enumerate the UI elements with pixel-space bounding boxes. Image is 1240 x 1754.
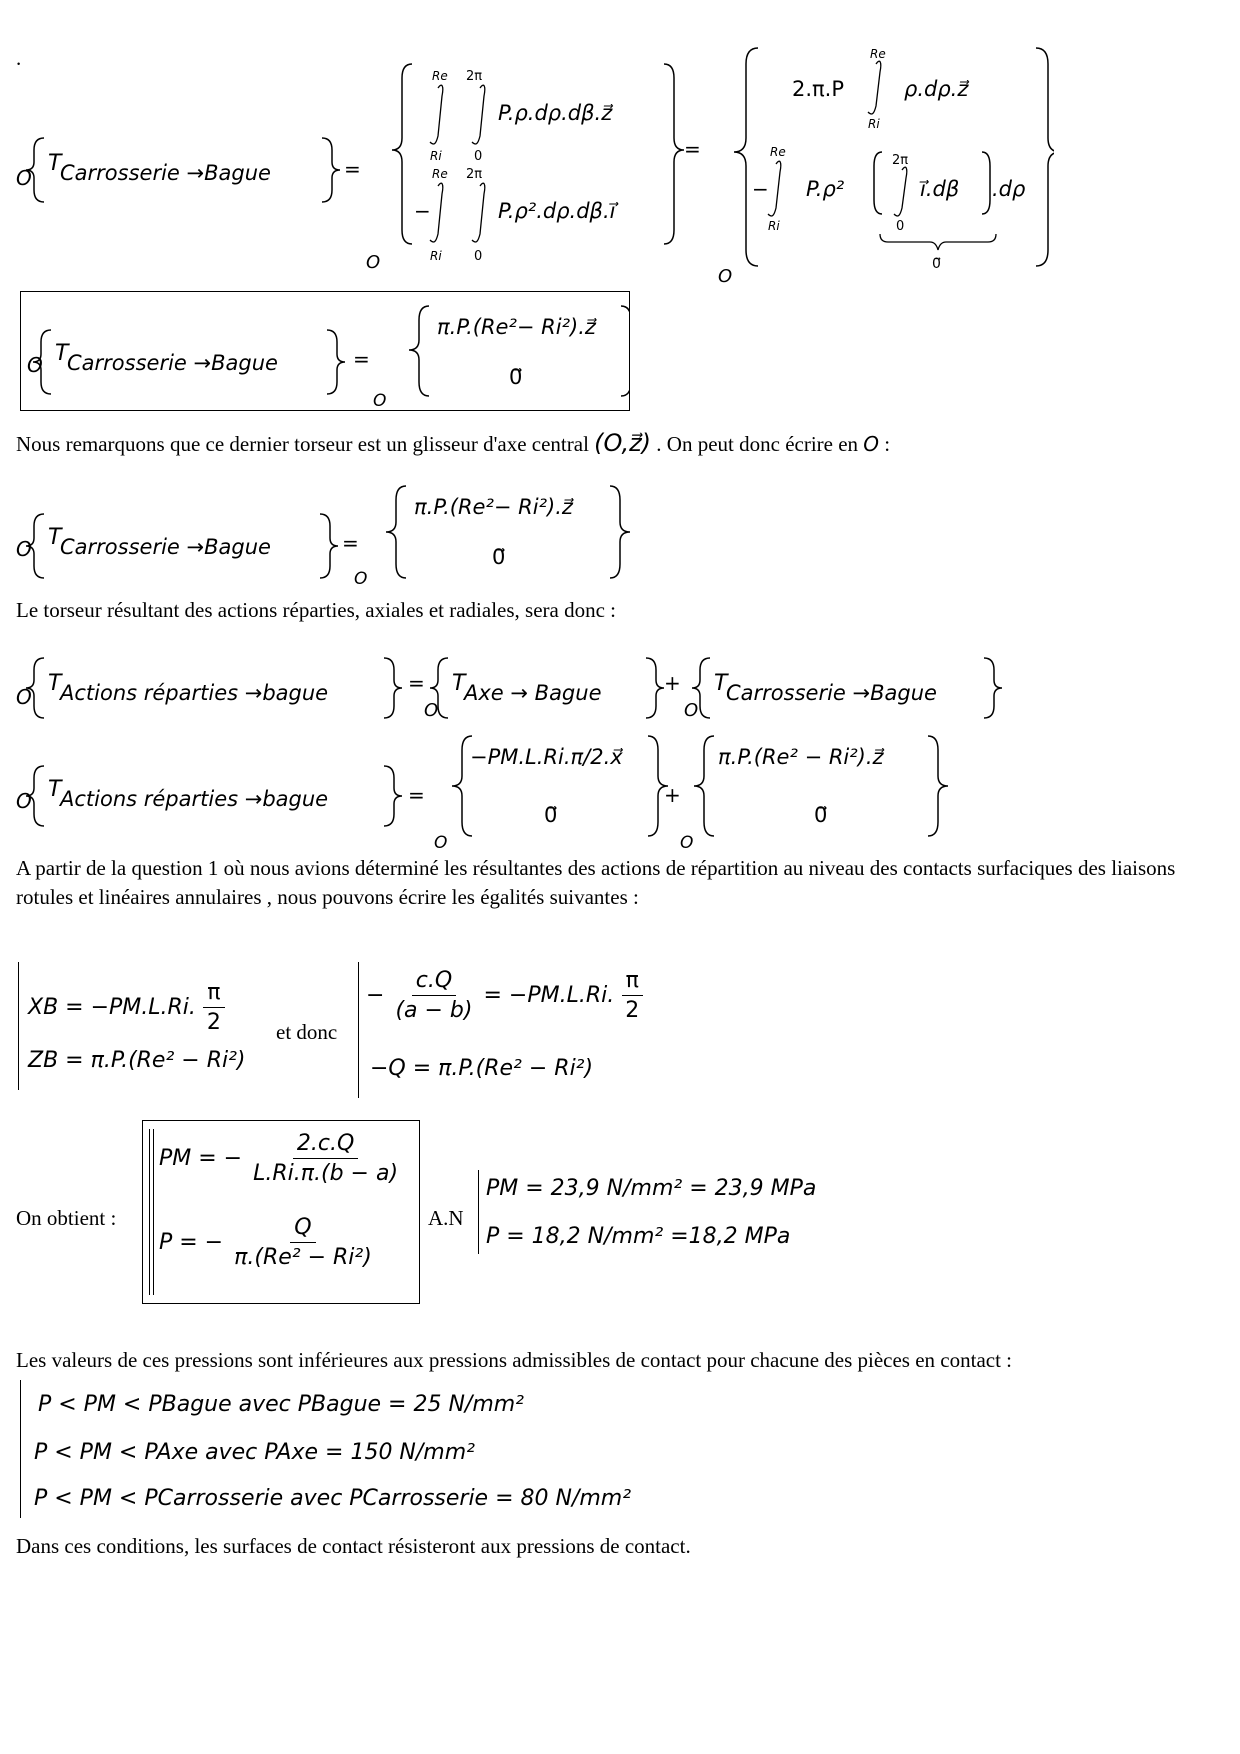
boxed-torsor-svg xyxy=(21,292,629,410)
right-block-left-brace-icon xyxy=(734,48,758,266)
int-upper-2pi: 2π xyxy=(466,69,483,84)
integral-icon xyxy=(768,161,781,216)
integral-icon xyxy=(472,85,485,144)
underbrace-zero: 0⃗ xyxy=(932,256,941,272)
an-p-value: P = 18,2 N/mm² =18,2 MPa xyxy=(486,1224,791,1249)
pm-den: L.Ri.π.(b − a) xyxy=(253,1161,399,1186)
equals-sign: = xyxy=(344,157,361,181)
cq-equation xyxy=(366,968,643,1024)
left-brace-icon xyxy=(26,138,44,202)
torsor-subscript: Carrosserie →Bague xyxy=(60,161,271,185)
left-brace-icon xyxy=(26,514,44,578)
torsor-symbol: T xyxy=(55,341,69,366)
right-brace-icon xyxy=(322,138,340,202)
p-formula xyxy=(159,1215,376,1271)
term2-row1: π.P.(Re² − Ri²).z⃗ xyxy=(718,745,884,769)
paren-right-icon xyxy=(982,152,990,214)
right-row2-minus: − xyxy=(752,177,769,201)
on-obtient-label: On obtient : xyxy=(16,1206,117,1230)
origin-label: O xyxy=(718,266,733,287)
system2-left-bar xyxy=(358,962,359,1098)
mid-right-brace-icon xyxy=(664,64,684,244)
ineq-bague: P < PM < PBague avec PBague = 25 N/mm² xyxy=(38,1392,524,1417)
xb-rhs: = −PM.L.Ri. xyxy=(65,995,196,1020)
ineq-axe: P < PM < PAxe avec PAxe = 150 N/mm² xyxy=(34,1440,475,1465)
right-block-right-brace-icon xyxy=(1036,48,1054,266)
torsor-subscript: Actions réparties →bague xyxy=(60,787,329,811)
origin-label: O xyxy=(680,833,694,850)
frac-num: π xyxy=(622,968,643,996)
cq-minus: − xyxy=(366,983,385,1008)
paren-left-icon xyxy=(874,152,882,214)
torsor-subscript: Carrosserie →Bague xyxy=(60,535,271,559)
paragraph-pressions: Les valeurs de ces pressions sont inférieures aux pressions admissibles de contact pour chacune des pièces en contact : xyxy=(16,1348,1013,1372)
torsor-integral-svg xyxy=(14,40,1054,290)
origin-label: O xyxy=(16,789,32,813)
torsor-subscript: Actions réparties →bague xyxy=(60,681,329,705)
zb-equation xyxy=(28,1048,246,1074)
left-brace-icon xyxy=(26,658,44,718)
zb-lhs: ZB xyxy=(28,1048,59,1073)
torsor-subscript: Carrosserie →Bague xyxy=(726,681,937,705)
integral-icon xyxy=(894,167,907,216)
int-upper-2pi: 2π xyxy=(466,167,483,182)
pm-fraction xyxy=(249,1131,402,1187)
et-donc-label: et donc xyxy=(276,1020,338,1044)
torsor-row1: π.P.(Re²− Ri²).z⃗ xyxy=(414,495,573,519)
right-row2-post: .dρ xyxy=(992,177,1026,201)
origin-label: O xyxy=(27,353,43,377)
right-brace-icon xyxy=(384,766,402,826)
pm-num: 2.c.Q xyxy=(293,1131,358,1159)
torsor-subscript: Axe → Bague xyxy=(464,681,602,705)
torsor-symbol: T xyxy=(452,671,466,696)
origin-label: O xyxy=(354,569,368,586)
leading-dot: . xyxy=(16,46,22,70)
an-pm-value: PM = 23,9 N/mm² = 23,9 MPa xyxy=(486,1176,817,1201)
xb-lhs: XB xyxy=(28,995,59,1020)
int-lower-ri: Ri xyxy=(868,117,880,131)
pi-over-2-fraction xyxy=(203,980,225,1036)
int-lower-0: 0 xyxy=(896,219,905,234)
mid-left-brace-icon xyxy=(392,64,412,244)
cq-fraction xyxy=(391,968,476,1024)
integral-icon xyxy=(868,61,881,114)
cq-den: (a − b) xyxy=(395,998,473,1023)
p-num: Q xyxy=(290,1215,315,1243)
xb-equation xyxy=(28,980,225,1036)
integral-icon xyxy=(430,183,443,242)
int-lower-ri: Ri xyxy=(430,149,442,163)
torsor-at-O-svg xyxy=(14,474,654,586)
right-brace-icon xyxy=(384,658,402,718)
right-row1-post: ρ.dρ.z⃗ xyxy=(904,77,969,101)
int-upper-re: Re xyxy=(870,47,886,61)
para1-text-end: : xyxy=(879,432,891,456)
origin-label: O xyxy=(366,252,381,273)
right-brace-icon xyxy=(984,658,1002,718)
result-right-brace-icon xyxy=(621,306,629,396)
para1-text-mid: . On peut donc écrire en xyxy=(651,432,864,456)
left-brace-icon xyxy=(26,766,44,826)
p-fraction xyxy=(230,1215,376,1271)
pi-over-2-fraction xyxy=(621,968,643,1024)
q-equation: −Q = π.P.(Re² − Ri²) xyxy=(370,1056,594,1081)
paragraph-glisseur xyxy=(16,430,1216,459)
row2-integrand: P.ρ².dρ.dβ.i⃗ xyxy=(498,199,616,223)
origin-label: O xyxy=(16,685,32,709)
system-left-bar xyxy=(18,962,19,1090)
origin-label: O xyxy=(424,700,439,720)
torsor-subscript: Carrosserie →Bague xyxy=(67,351,278,375)
frac-den: 2 xyxy=(625,998,640,1023)
result-box-bar-2 xyxy=(153,1129,154,1295)
int-lower-ri: Ri xyxy=(768,219,780,233)
equals-sign: = xyxy=(408,671,425,695)
torsor-row2: 0⃗ xyxy=(509,365,523,389)
result-left-brace-icon xyxy=(409,306,429,396)
result-right-brace-icon xyxy=(610,486,630,578)
actions-reparties-expanded-equation xyxy=(14,726,1014,850)
pm-lhs: PM = − xyxy=(159,1146,243,1171)
result-left-brace-icon xyxy=(386,486,406,578)
right-row1-pre: 2.π.P xyxy=(792,77,845,101)
paragraph-conclusion: Dans ces conditions, les surfaces de contact résisteront aux pressions de contact. xyxy=(16,1534,691,1558)
result-left-brace-icon xyxy=(452,736,472,836)
plus-sign: + xyxy=(664,783,681,807)
para1-text-before: Nous remarquons que ce dernier torseur est un glisseur d'axe central xyxy=(16,432,595,456)
p-den: π.(Re² − Ri²) xyxy=(234,1245,372,1270)
cq-rhs: = −PM.L.Ri. xyxy=(483,983,615,1008)
term1-row2: 0⃗ xyxy=(544,803,558,827)
actions-reparties-expanded-svg xyxy=(14,726,1014,850)
row1-integrand: P.ρ.dρ.dβ.z⃗ xyxy=(498,101,613,125)
origin-label: O xyxy=(16,166,32,190)
an-label: A.N xyxy=(428,1206,464,1230)
result-box xyxy=(142,1120,420,1304)
int-upper-re: Re xyxy=(432,69,448,83)
zb-rhs: = π.P.(Re² − Ri²) xyxy=(65,1048,246,1073)
equals-sign: = xyxy=(353,347,370,371)
ineq-carrosserie: P < PM < PCarrosserie avec PCarrosserie = 80 N/mm² xyxy=(34,1486,632,1511)
plus-sign: + xyxy=(664,671,681,695)
torsor-symbol: T xyxy=(714,671,728,696)
torsor-symbol: T xyxy=(48,151,62,176)
an-left-bar xyxy=(478,1170,479,1254)
right-row2-pre: P.ρ² xyxy=(806,177,845,201)
torsor-symbol: T xyxy=(48,671,62,696)
origin-label: O xyxy=(684,700,699,720)
torsor-at-O-equation xyxy=(14,474,654,586)
int-lower-0: 0 xyxy=(474,149,483,164)
int-lower-ri: Ri xyxy=(430,249,442,263)
paragraph-torseur-resultant: Le torseur résultant des actions réparties, axiales et radiales, sera donc : xyxy=(16,598,617,622)
p-lhs: P = − xyxy=(159,1230,224,1255)
torsor-row2: 0⃗ xyxy=(492,545,506,569)
right-brace-icon xyxy=(320,514,338,578)
frac-den: 2 xyxy=(206,1010,221,1035)
right-row2-inner: i⃗.dβ xyxy=(920,177,960,201)
torsor-integral-equation xyxy=(14,40,1054,290)
origin-label: O xyxy=(373,391,387,410)
result-right-brace-icon xyxy=(928,736,948,836)
torsor-symbol: T xyxy=(48,525,62,550)
result-box-bar-1 xyxy=(149,1129,150,1295)
boxed-torsor-result xyxy=(20,291,630,411)
integral-icon xyxy=(472,183,485,242)
origin-label: O xyxy=(16,537,32,561)
torsor-row1: π.P.(Re²− Ri²).z⃗ xyxy=(437,315,596,339)
result-left-brace-icon xyxy=(694,736,714,836)
row2-minus: − xyxy=(414,199,431,223)
term2-row2: 0⃗ xyxy=(814,803,828,827)
equals-sign: = xyxy=(684,137,701,161)
para1-point: O xyxy=(863,432,880,456)
equals-sign: = xyxy=(342,531,359,555)
paragraph-question-1: A partir de la question 1 où nous avions déterminé les résultantes des actions de répartition au niveau des contacts surfaciques des liaisons rotules et linéaires annulaires , nous pouvons écrire les égalités suivantes : xyxy=(16,856,1176,909)
term1-row1: −PM.L.Ri.π/2.x⃗ xyxy=(470,745,623,769)
pm-formula xyxy=(159,1131,402,1187)
cq-num: c.Q xyxy=(412,968,456,996)
int-upper-2pi: 2π xyxy=(892,153,909,168)
actions-reparties-sum-equation xyxy=(14,640,1014,720)
right-brace-icon xyxy=(646,658,664,718)
equals-sign: = xyxy=(408,783,425,807)
int-upper-re: Re xyxy=(432,167,448,181)
int-upper-re: Re xyxy=(770,145,786,159)
underbrace-icon xyxy=(880,234,996,250)
inequalities-left-bar xyxy=(20,1380,21,1518)
para1-axis: (O,z⃗) xyxy=(594,429,652,457)
right-brace-icon xyxy=(327,330,345,394)
frac-num: π xyxy=(203,980,224,1008)
int-lower-0: 0 xyxy=(474,249,483,264)
actions-reparties-sum-svg xyxy=(14,640,1014,720)
integral-icon xyxy=(430,85,443,144)
origin-label: O xyxy=(434,833,448,850)
torsor-symbol: T xyxy=(48,777,62,802)
